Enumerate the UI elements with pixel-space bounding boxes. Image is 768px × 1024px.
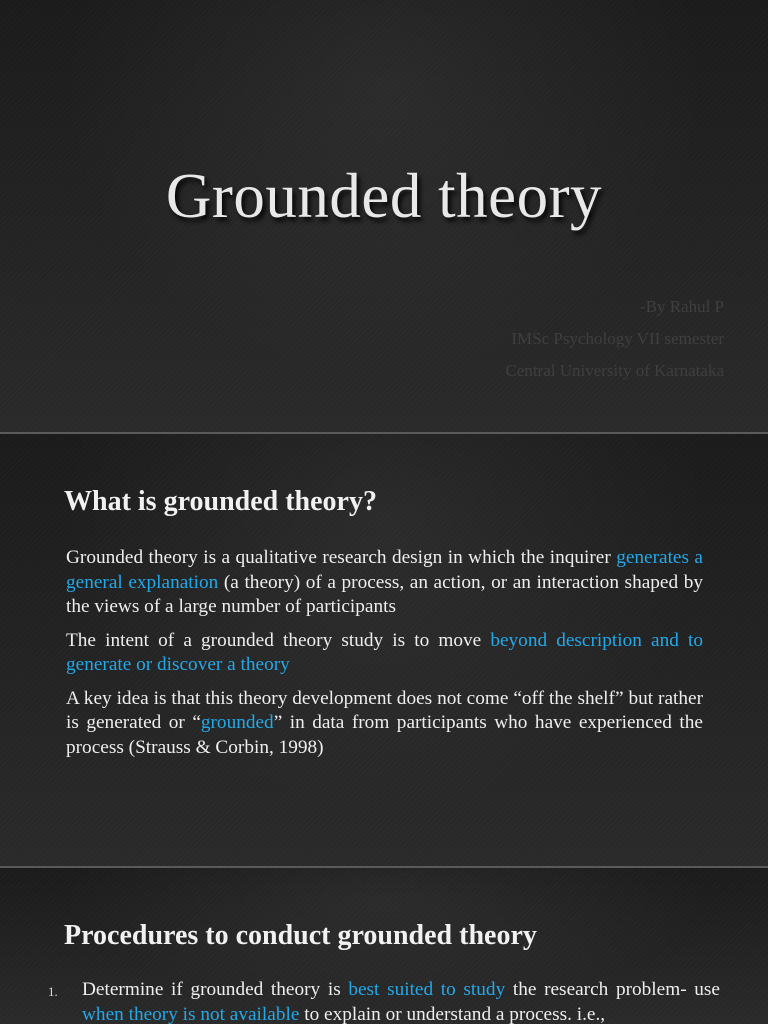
author-university: Central University of Karnataka: [505, 361, 724, 380]
text-run: The intent of a grounded theory study is to move: [66, 629, 491, 651]
definition-slide: [0, 434, 768, 866]
title-slide: [0, 0, 768, 432]
author-program: IMSc Psychology VII semester: [511, 329, 724, 348]
procedures-slide: [0, 868, 768, 1024]
text-run: the research problem- use: [505, 979, 720, 1000]
list-number: 1.: [48, 984, 58, 999]
text-run: ” in data from participants who have experienced the process (Strauss & Corbin, 1998): [66, 712, 703, 758]
highlighted-text: generates a general explanation: [66, 547, 703, 593]
procedure-list: [48, 978, 720, 1024]
list-item: [48, 978, 720, 1024]
paragraph: [66, 546, 703, 620]
highlighted-text: best suited to study: [348, 979, 506, 1000]
text-run: A key idea is that this theory development does not come “off the shelf” but rather is generated or “: [66, 687, 703, 733]
text-run: (a theory) of a process, an action, or an interaction shaped by the views of a large number of participants: [66, 571, 703, 617]
slide-heading: What is grounded theory?: [64, 486, 377, 517]
highlighted-text: grounded: [200, 712, 274, 733]
slide-heading: Procedures to conduct grounded theory: [64, 920, 537, 951]
paragraph: [66, 687, 703, 761]
highlighted-text: when theory is not available: [82, 1003, 300, 1024]
text-run: Grounded theory is a qualitative research design in which the inquirer: [66, 547, 617, 568]
paragraph: [66, 629, 703, 678]
text-run: to explain or understand a process. i.e.,: [299, 1003, 606, 1024]
highlighted-text: beyond description and to generate or discover a theory: [66, 629, 703, 675]
text-run: Determine if grounded theory is: [82, 979, 349, 1000]
presentation-title: Grounded theory: [165, 161, 603, 231]
author-name: -By Rahul P: [639, 297, 724, 316]
definition-body: [66, 546, 703, 769]
